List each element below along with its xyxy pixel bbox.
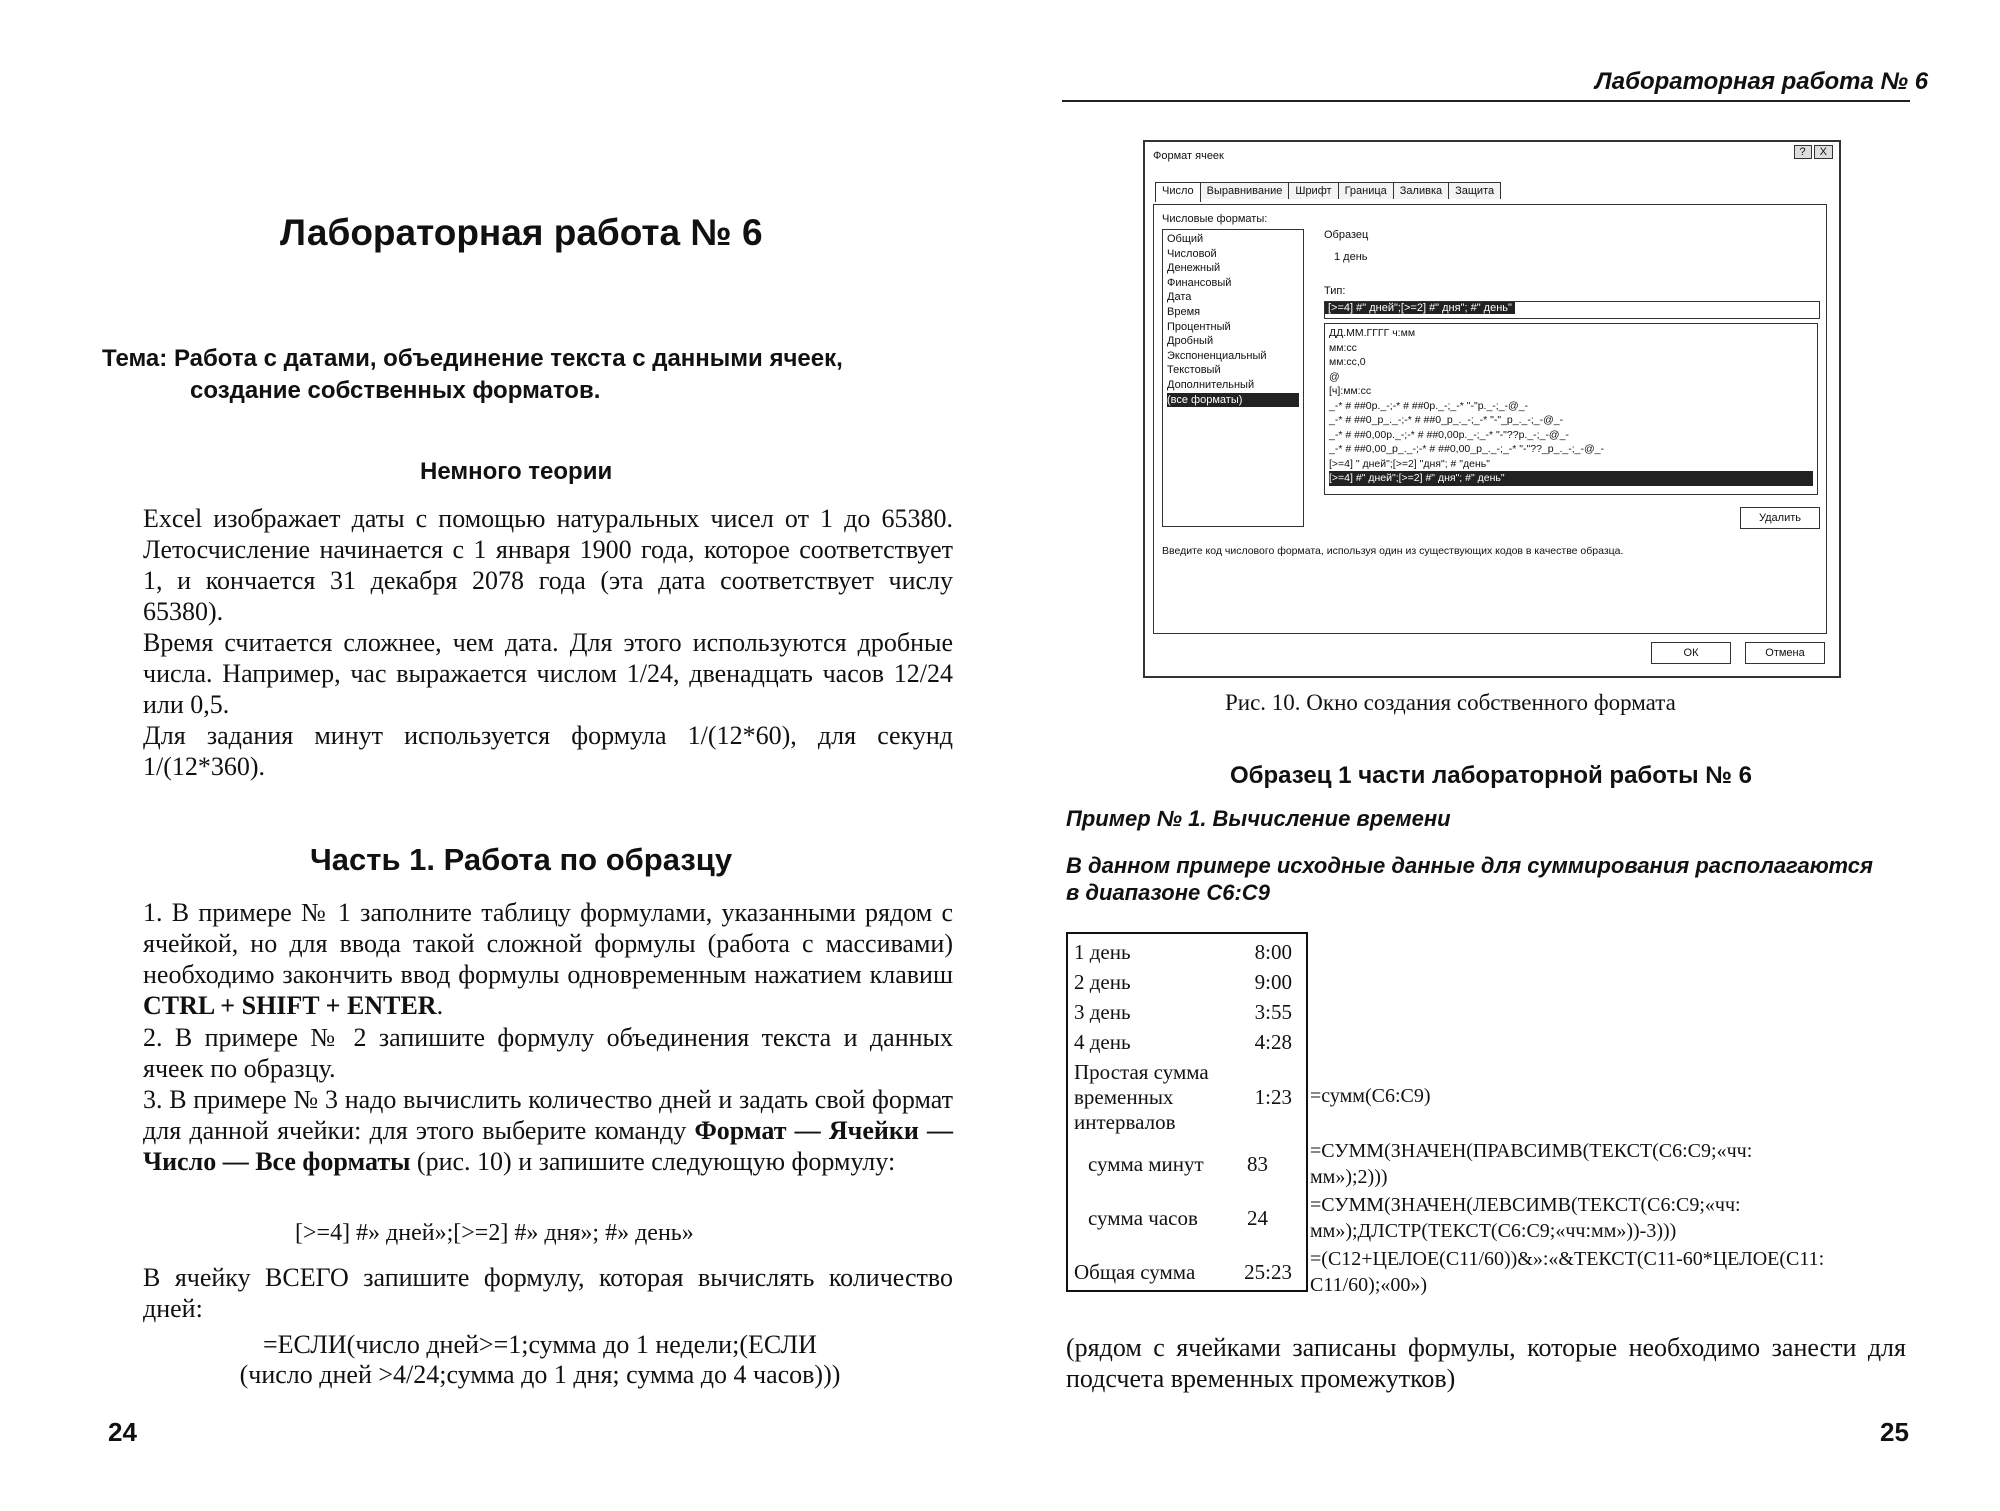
row-label: 2 день [1074, 970, 1131, 994]
number-tab-panel [1153, 204, 1827, 634]
row-value: 8:00 [1254, 940, 1292, 964]
formula-sum-minutes [1310, 1138, 1900, 1190]
sample-value: 1 день [1334, 251, 1368, 263]
type-item[interactable]: ДД.ММ.ГГГГ ч:мм [1329, 327, 1416, 339]
category-item[interactable]: Денежный [1167, 262, 1221, 275]
dialog-title-buttons [1792, 145, 1833, 159]
formula-line: C11/60);«00») [1310, 1274, 1428, 1296]
row-value: 24 [1247, 1206, 1268, 1230]
close-button[interactable]: X [1814, 145, 1833, 159]
row-label: Общая сумма [1074, 1260, 1196, 1284]
instruction-2: 2. В примере № 2 запишите формулу объединения текста и данных ячеек по образцу. [143, 1023, 953, 1083]
table-note: (рядом с ячейками записаны формулы, которые необходимо занести для подсчета временных промежутков) [1066, 1333, 1906, 1393]
row-value: 4:28 [1254, 1030, 1292, 1054]
simple-sum-line-1: Простая сумма [1074, 1060, 1209, 1084]
type-item[interactable]: _-* # ##0_р_._-;-* # ##0_р_._-;_-* "-"_р_._-;_-@_- [1329, 414, 1564, 426]
categories-label: Числовые форматы: [1162, 213, 1268, 225]
formula-sum-hours [1310, 1192, 1900, 1244]
type-list[interactable] [1324, 323, 1818, 495]
instruction-3-text: 3. В примере № 3 надо вычислить количество дней и задать свой формат для данной ячейки: для этого выберите команду [143, 1085, 953, 1145]
formula-simple-sum: =сумм(C6:C9) [1310, 1085, 1431, 1107]
theory-paragraph-3: Для задания минут используется формула 1/(12*60), для секунд 1/(12*360). [143, 721, 953, 781]
category-item[interactable]: Время [1167, 305, 1201, 318]
categories-list[interactable] [1162, 229, 1304, 527]
theme-line-2: создание собственных форматов. [190, 377, 601, 404]
theory-paragraph-1: Excel изображает даты с помощью натуральных чисел от 1 до 65380. Летосчисление начинается с 1 января 1900 года, которое соответствует 1, и кончается 31 декабря 2078 года (эта дата соответствует числу 65380). [143, 504, 953, 626]
tab-font[interactable]: Шрифт [1288, 182, 1338, 199]
type-item[interactable]: мм:сс [1329, 341, 1357, 354]
formula-line: =(C12+ЦЕЛОЕ(C11/60))&»:«&ТЕКСТ(C11-60*ЦЕЛОЕ(C11: [1310, 1248, 1825, 1270]
category-item[interactable]: Дополнительный [1167, 378, 1255, 391]
tab-protection[interactable]: Защита [1448, 182, 1501, 199]
help-button[interactable]: ? [1794, 145, 1812, 159]
tab-alignment[interactable]: Выравнивание [1200, 182, 1290, 199]
if-formula-line-2: (число дней >4/24;сумма до 1 дня; сумма до 4 часов))) [239, 1360, 841, 1389]
instruction-1-end: . [436, 991, 444, 1020]
row-label: 4 день [1074, 1030, 1131, 1054]
instruction-3 [143, 1084, 953, 1177]
category-item-selected[interactable]: (все форматы) [1167, 393, 1299, 408]
lab-theme [102, 343, 962, 407]
simple-sum-line-2: временных [1074, 1085, 1174, 1109]
type-input-value: [>=4] #" дней";[>=2] #" дня"; #" день" [1325, 302, 1515, 314]
type-item[interactable]: _-* # ##0,00р._-;-* # ##0,00р._-;_-* "-"??р._-;_-@_- [1329, 428, 1569, 441]
if-formula-line-1: =ЕСЛИ(число дней>=1;сумма до 1 недели;(ЕСЛИ [263, 1330, 817, 1359]
category-item[interactable]: Числовой [1167, 247, 1217, 260]
row-label: сумма минут [1088, 1152, 1204, 1176]
category-item[interactable]: Экспоненциальный [1167, 349, 1267, 362]
tab-fill[interactable]: Заливка [1393, 182, 1449, 199]
category-item[interactable]: Дробный [1167, 335, 1214, 348]
category-item[interactable]: Текстовый [1167, 364, 1221, 377]
menu-command: Формат — Ячейки — Число — Все форматы [143, 1116, 953, 1176]
ok-button[interactable]: ОК [1651, 642, 1731, 664]
row-value: 25:23 [1244, 1260, 1292, 1284]
tab-number[interactable]: Число [1155, 182, 1201, 202]
type-item[interactable]: [>=4] " дней";[>=2] "дня"; # "день" [1329, 457, 1490, 470]
delete-button[interactable]: Удалить [1740, 507, 1820, 529]
dialog-hint: Введите код числового формата, используя один из существующих кодов в качестве образца. [1162, 545, 1624, 557]
formula-line: =СУММ(ЗНАЧЕН(ЛЕВСИМВ(ТЕКСТ(C6:C9;«чч: [1310, 1194, 1741, 1216]
type-item[interactable]: _-* # ##0,00_р_._-;-* # ##0,00_р_._-;_-* "-"??_р_._-;_-@_- [1329, 443, 1604, 455]
row-label: сумма часов [1088, 1206, 1198, 1230]
row-label [1074, 1060, 1209, 1135]
type-item[interactable]: [ч]:мм:сс [1329, 385, 1372, 397]
row-label: 1 день [1074, 940, 1131, 964]
formula-line: =СУММ(ЗНАЧЕН(ПРАВСИМВ(ТЕКСТ(C6:C9;«чч: [1310, 1140, 1753, 1162]
instruction-1 [143, 897, 953, 1021]
row-value: 1:23 [1254, 1085, 1292, 1109]
row-value: 3:55 [1254, 1000, 1292, 1024]
type-item[interactable]: _-* # ##0р._-;-* # ##0р._-;_-* "-"р._-;_-@_- [1329, 399, 1529, 412]
theme-line-1: Тема: Работа с датами, объединение текста с данными ячеек, [102, 345, 843, 372]
theory-heading: Немного теории [420, 458, 613, 485]
dialog-tabs [1155, 182, 1500, 202]
category-item[interactable]: Финансовый [1167, 276, 1232, 289]
category-item[interactable]: Дата [1167, 291, 1192, 304]
part-heading: Часть 1. Работа по образцу [310, 842, 733, 877]
running-head: Лабораторная работа № 6 [1595, 68, 1929, 95]
key-combination: CTRL + SHIFT + ENTER [143, 991, 437, 1020]
instruction-3-end: (рис. 10) и запишите следующую формулу: [410, 1147, 896, 1176]
row-label: 3 день [1074, 1000, 1131, 1024]
formula-line: мм»);ДЛСТР(ТЕКСТ(C6:C9;«чч:мм»))-3))) [1310, 1220, 1677, 1242]
header-rule [1062, 100, 1910, 102]
page-title: Лабораторная работа № 6 [280, 212, 763, 253]
type-input[interactable] [1324, 301, 1820, 319]
instruction-1-text: 1. В примере № 1 заполните таблицу формулами, указанными рядом с ячейкой, но для ввода такой сложной формулы (работа с массивами) необходимо закончить ввод формулы одновременным нажатием клавиш [143, 898, 953, 989]
row-value: 9:00 [1254, 970, 1292, 994]
format-cells-dialog [1143, 140, 1841, 678]
type-item[interactable]: @ [1329, 370, 1340, 383]
type-item[interactable]: мм:сс,0 [1329, 356, 1366, 368]
instruction-4: В ячейку ВСЕГО запишите формулу, которая вычислять количество дней: [143, 1263, 953, 1323]
formula-total [1310, 1246, 1900, 1298]
formula-line: мм»);2))) [1310, 1166, 1388, 1188]
simple-sum-line-3: интервалов [1074, 1110, 1176, 1134]
page-number-right: 25 [1880, 1417, 1909, 1447]
sample-heading: Образец 1 части лабораторной работы № 6 [1230, 762, 1752, 789]
category-item[interactable]: Процентный [1167, 320, 1231, 333]
example-description: В данном примере исходные данные для суммирования располагаются в диапазоне C6:C9 [1066, 853, 1873, 905]
time-table [1066, 932, 1308, 1292]
dialog-title: Формат ячеек [1153, 150, 1224, 162]
sample-label: Образец [1324, 229, 1369, 241]
example-heading: Пример № 1. Вычисление времени [1066, 806, 1451, 831]
theory-paragraph-2: Время считается сложнее, чем дата. Для этого используются дробные числа. Например, час выражается числом 1/24, двенадцать часов 12/24 или 0,5. [143, 628, 953, 719]
page-number-left: 24 [108, 1417, 137, 1447]
row-value: 83 [1247, 1152, 1268, 1176]
cancel-button[interactable]: Отмена [1745, 642, 1825, 664]
type-item-selected[interactable]: [>=4] #" дней";[>=2] #" дня"; #" день" [1329, 471, 1813, 486]
format-code: [>=4] #» дней»;[>=2] #» дня»; #» день» [295, 1220, 694, 1246]
type-label: Тип: [1324, 285, 1346, 297]
tab-border[interactable]: Граница [1338, 182, 1394, 199]
if-formula [225, 1330, 855, 1390]
category-item[interactable]: Общий [1167, 233, 1204, 245]
figure-caption: Рис. 10. Окно создания собственного формата [1225, 690, 1676, 715]
